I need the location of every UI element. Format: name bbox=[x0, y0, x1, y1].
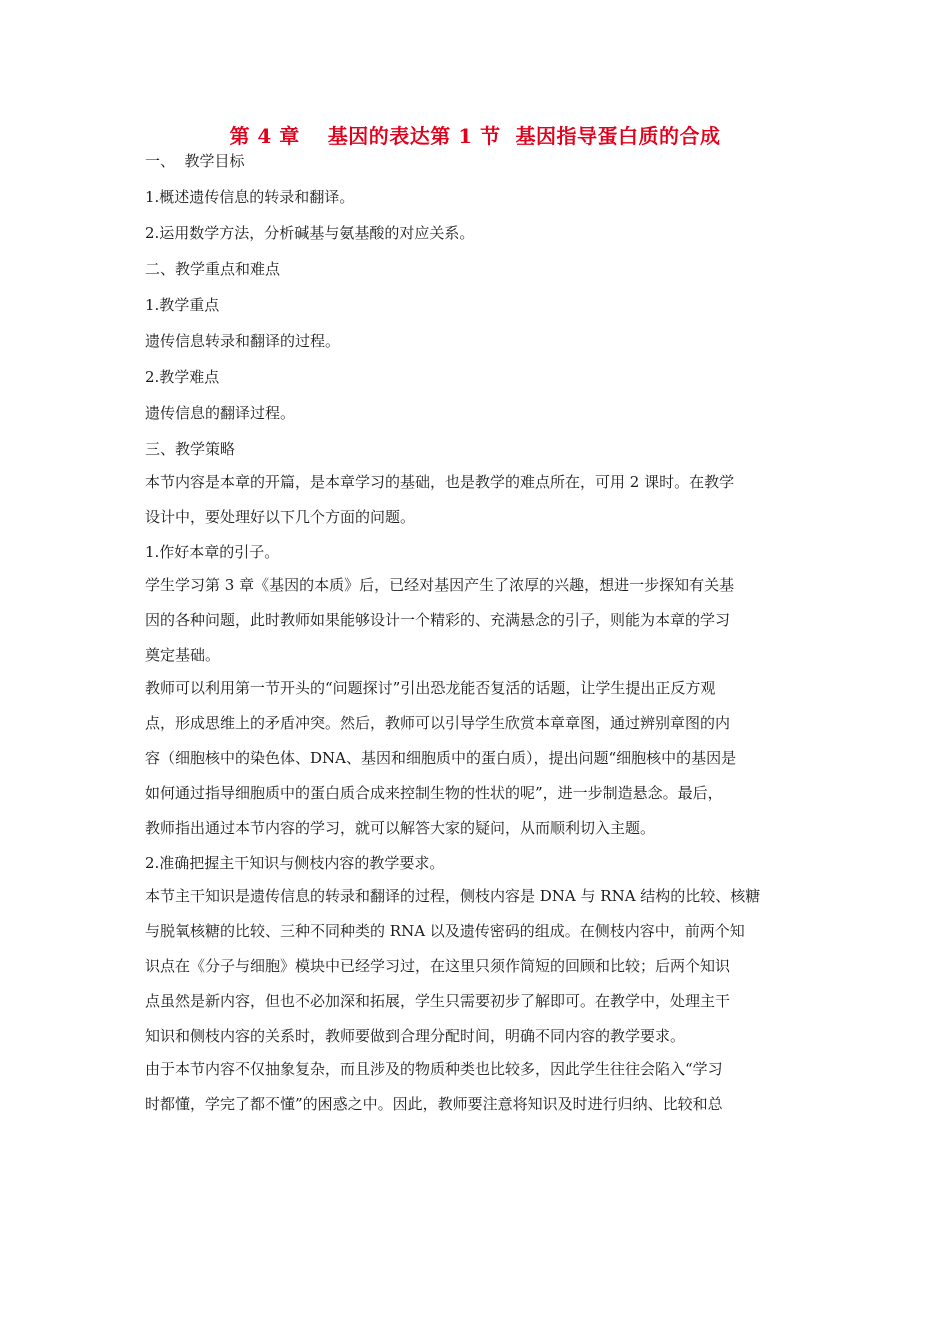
subsection-heading: 2.准确把握主干知识与侧枝内容的教学要求。 bbox=[145, 854, 445, 872]
paragraph-line: 奠定基础。 bbox=[145, 646, 221, 664]
section-heading: 一、 教学目标 bbox=[145, 152, 245, 170]
document-title: 第 4 章 基因的表达第 1 节 基因指导蛋白质的合成 bbox=[229, 124, 721, 148]
subsection-heading: 1.作好本章的引子。 bbox=[145, 543, 280, 561]
paragraph-line: 识点在《分子与细胞》模块中已经学习过，在这里只须作简短的回顾和比较；后两个知识 bbox=[145, 957, 731, 975]
section-heading: 三、教学策略 bbox=[145, 440, 236, 458]
paragraph-line: 容（细胞核中的染色体、DNA、基因和细胞质中的蛋白质），提出问题“细胞核中的基因是 bbox=[145, 749, 737, 767]
paragraph-line: 时都懂，学完了都不懂”的困惑之中。因此，教师要注意将知识及时进行归纳、比较和总 bbox=[145, 1095, 723, 1113]
paragraph-line: 因的各种问题，此时教师如果能够设计一个精彩的、充满悬念的引子，则能为本章的学习 bbox=[145, 611, 731, 629]
subsection-heading: 1.教学重点 bbox=[145, 296, 220, 314]
paragraph-line: 学生学习第 3 章《基因的本质》后，已经对基因产生了浓厚的兴趣，想进一步探知有关基 bbox=[145, 576, 735, 594]
paragraph-line: 设计中，要处理好以下几个方面的问题。 bbox=[145, 508, 416, 526]
paragraph-line: 知识和侧枝内容的关系时，教师要做到合理分配时间，明确不同内容的教学要求。 bbox=[145, 1027, 686, 1045]
body-line: 遗传信息转录和翻译的过程。 bbox=[145, 332, 341, 350]
paragraph-line: 教师指出通过本节内容的学习，就可以解答大家的疑问，从而顺利切入主题。 bbox=[145, 819, 656, 837]
body-line: 2.运用数学方法，分析碱基与氨基酸的对应关系。 bbox=[145, 224, 475, 242]
document-body bbox=[145, 150, 807, 1115]
section-heading: 二、教学重点和难点 bbox=[145, 260, 281, 278]
paragraph-line: 本节内容是本章的开篇，是本章学习的基础，也是教学的难点所在，可用 2 课时。在教学 bbox=[145, 473, 735, 491]
paragraph-line: 如何通过指导细胞质中的蛋白质合成来控制生物的性状的呢”，进一步制造悬念。最后， bbox=[145, 784, 723, 802]
paragraph-line: 教师可以利用第一节开头的“问题探讨”引出恐龙能否复活的话题，让学生提出正反方观 bbox=[145, 679, 716, 697]
body-line: 1.概述遗传信息的转录和翻译。 bbox=[145, 188, 355, 206]
body-line: 遗传信息的翻译过程。 bbox=[145, 404, 296, 422]
subsection-heading: 2.教学难点 bbox=[145, 368, 220, 386]
paragraph-line: 点，形成思维上的矛盾冲突。然后，教师可以引导学生欣赏本章章图，通过辨别章图的内 bbox=[145, 714, 731, 732]
paragraph-line: 由于本节内容不仅抽象复杂，而且涉及的物质种类也比较多，因此学生往往会陷入“学习 bbox=[145, 1060, 723, 1078]
paragraph-line: 点虽然是新内容，但也不必加深和拓展，学生只需要初步了解即可。在教学中，处理主干 bbox=[145, 992, 731, 1010]
paragraph-line: 本节主干知识是遗传信息的转录和翻译的过程，侧枝内容是 DNA 与 RNA 结构的比较、核糖 bbox=[145, 887, 761, 905]
paragraph-line: 与脱氧核糖的比较、三种不同种类的 RNA 以及遗传密码的组成。在侧枝内容中，前两个知 bbox=[145, 922, 745, 940]
